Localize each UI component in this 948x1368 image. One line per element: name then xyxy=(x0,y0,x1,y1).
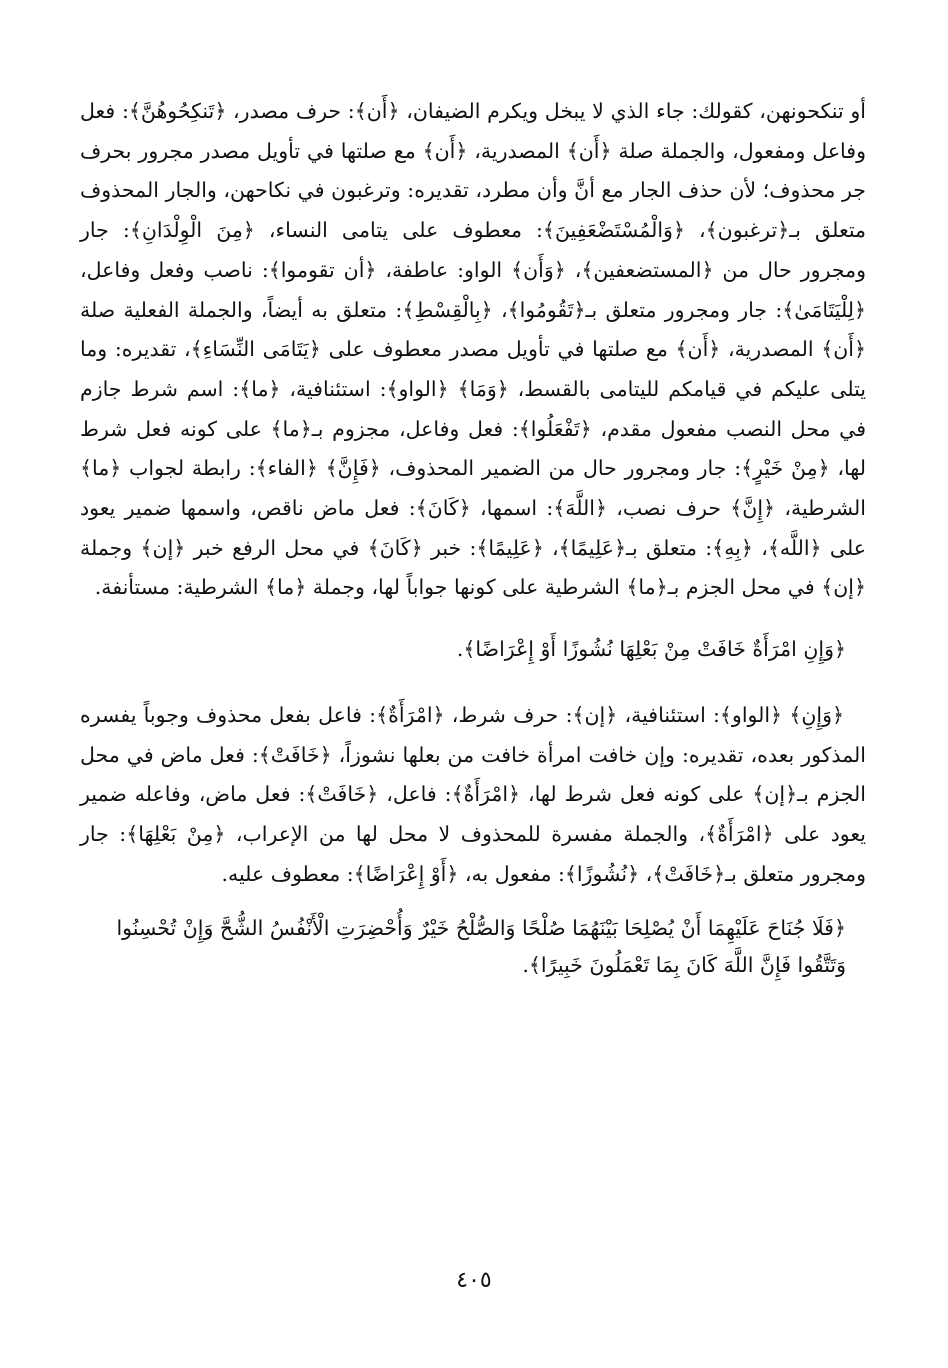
paragraph-irab-1: أو تنكحونهن، كقولك: جاء الذي لا يبخل ويكرم الضيفان، ﴿أَن﴾: حرف مصدر، ﴿تَنكِحُوهُنَّ﴾: فعل وفاعل ومفعول، والجملة صلة ﴿أَن﴾ المصدرية، ﴿أَن﴾ مع صلتها في تأويل مصدر مجرور بحرف جر محذوف؛ لأن حذف الجار مع أنَّ وأن مطرد، تقديره: وترغبون في نكاحهن، والجار المحذوف متعلق بـ﴿ترغبون﴾، ﴿وَالْمُسْتَضْعَفِينَ﴾: معطوف على يتامى النساء، ﴿مِنَ الْوِلْدَانِ﴾: جار ومجرور حال من ﴿المستضعفين﴾، ﴿وَأَن﴾ الواو: عاطفة، ﴿أن تقوموا﴾: ناصب وفعل وفاعل، ﴿لِلْيَتَامَىٰ﴾: جار ومجرور متعلق بـ﴿تَقُومُوا﴾، ﴿بِالْقِسْطِ﴾: متعلق به أيضاً، والجملة الفعلية صلة ﴿أَن﴾ المصدرية، ﴿أَن﴾ مع صلتها في تأويل مصدر معطوف على ﴿يَتَامَى النِّسَاءِ﴾، تقديره: وما يتلى عليكم في قيامكم لليتامى بالقسط، ﴿وَمَا﴾ ﴿الواو﴾: استئنافية، ﴿ما﴾: اسم شرط جازم في محل النصب مفعول مقدم، ﴿تَفْعَلُوا﴾: فعل وفاعل، مجزوم بـ﴿ما﴾ على كونه فعل شرط لها، ﴿مِنْ خَيْرٍ﴾: جار ومجرور حال من الضمير المحذوف، ﴿فَإِنَّ﴾ ﴿الفاء﴾: رابطة لجواب ﴿ما﴾ الشرطية، ﴿إِنَّ﴾ حرف نصب، ﴿اللَّهَ﴾: اسمها، ﴿كَانَ﴾: فعل ماض ناقص، واسمها ضمير يعود على ﴿اللَّه﴾، ﴿بِهِ﴾: متعلق بـ﴿عَلِيمًا﴾، ﴿عَلِيمًا﴾: خبر ﴿كَانَ﴾ في محل الرفع خبر ﴿إن﴾ وجملة ﴿إن﴾ في محل الجزم بـ﴿ما﴾ الشرطية على كونها جواباً لها، وجملة ﴿ما﴾ الشرطية: مستأنفة. xyxy=(80,99,866,600)
quran-verse-2: ﴿فَلَا جُنَاحَ عَلَيْهِمَا أَنْ يُصْلِحَا بَيْنَهُمَا صُلْحًا وَالصُّلْحُ خَيْرٌ وَأُحْضِرَتِ الْأَنْفُسُ الشُّحَّ وَإِنْ تُحْسِنُوا وَتَتَّقُوا فَإِنَّ اللَّهَ كَانَ بِمَا تَعْمَلُونَ خَبِيرًا﴾. xyxy=(116,916,846,978)
quran-verse-1: ﴿وَإِنِ امْرَأَةٌ خَافَتْ مِنْ بَعْلِهَا نُشُوزًا أَوْ إِعْرَاضًا﴾. xyxy=(456,637,846,662)
secondary-text xyxy=(80,696,866,895)
paragraph-irab-2: ﴿وَإِنِ﴾ ﴿الواو﴾: استئنافية، ﴿إن﴾: حرف شرط، ﴿امْرَأَةٌ﴾: فاعل بفعل محذوف وجوباً يفسره المذكور بعده، تقديره: وإن خافت امرأة خافت من بعلها نشوزاً، ﴿خَافَتْ﴾: فعل ماض في محل الجزم بـ﴿إن﴾ على كونه فعل شرط لها، ﴿امْرَأَةٌ﴾: فاعل، ﴿خَافَتْ﴾: فعل ماض، وفاعله ضمير يعود على ﴿امْرَأَةٌ﴾، والجملة مفسرة للمحذوف لا محل لها من الإعراب، ﴿مِنْ بَعْلِهَا﴾: جار ومجرور متعلق بـ﴿خَافَتْ﴾، ﴿نُشُوزًا﴾: مفعول به، ﴿أَوْ إِعْرَاضًا﴾: معطوف عليه. xyxy=(80,702,866,886)
main-text xyxy=(80,92,866,608)
page-number: ٤٠٥ xyxy=(456,1268,492,1293)
